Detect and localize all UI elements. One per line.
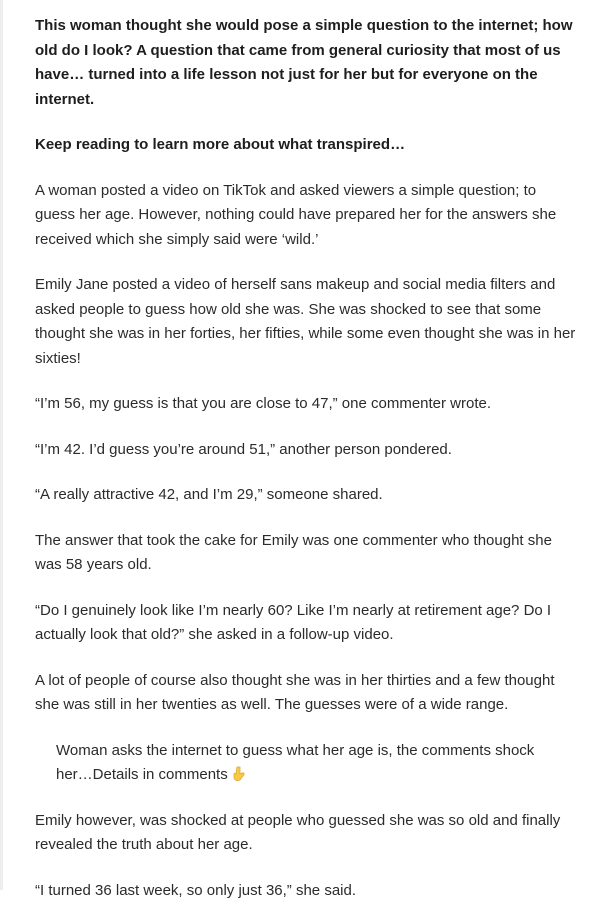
lead-paragraph: Keep reading to learn more about what transpired… (35, 136, 406, 153)
left-border (0, 0, 3, 890)
embedded-post[interactable] (56, 739, 570, 788)
quote-paragraph: “I’m 42. I’d guess you’re around 51,” another person pondered. (35, 440, 452, 458)
quote-paragraph: “Do I genuinely look like I’m nearly 60? Like I’m nearly at retirement age? Do I actually look that old?” she asked in a follow-up video. (35, 601, 552, 643)
quote-paragraph: “I turned 36 last week, so only just 36,” she said. (35, 881, 356, 899)
paragraph: A lot of people of course also thought she was in her thirties and a few thought she was still in her twenties as well. The guesses were of a wide range. (35, 671, 555, 713)
paragraph: The answer that took the cake for Emily was one commenter who thought she was 58 years old. (35, 531, 552, 573)
intro-paragraph: This woman thought she would pose a simple question to the internet; how old do I look? A question that came from general curiosity that most of us have… turned into a life lesson not just for her but for everyone on the internet. (35, 17, 573, 108)
paragraph: A woman posted a video on TikTok and asked viewers a simple question; to guess her age. However, nothing could have prepared her for the answers she received which she simply said were ‘wild.’ (35, 181, 557, 248)
article-body (35, 14, 580, 924)
quote-paragraph: “I’m 56, my guess is that you are close to 47,” one commenter wrote. (35, 395, 492, 412)
pointing-down-hand-icon (232, 766, 246, 782)
paragraph: Emily Jane posted a video of herself sans makeup and social media filters and asked people to guess how old she was. She was shocked to see that some thought she was in her forties, her fifties, while some even thought she was in her sixties! (35, 276, 576, 367)
paragraph: Emily however, was shocked at people who guessed she was so old and finally revealed the truth about her age. (35, 811, 561, 853)
quote-paragraph: “A really attractive 42, and I’m 29,” someone shared. (35, 486, 383, 503)
embedded-post-text: Woman asks the internet to guess what her age is, the comments shock her…Details in comments (56, 741, 535, 783)
